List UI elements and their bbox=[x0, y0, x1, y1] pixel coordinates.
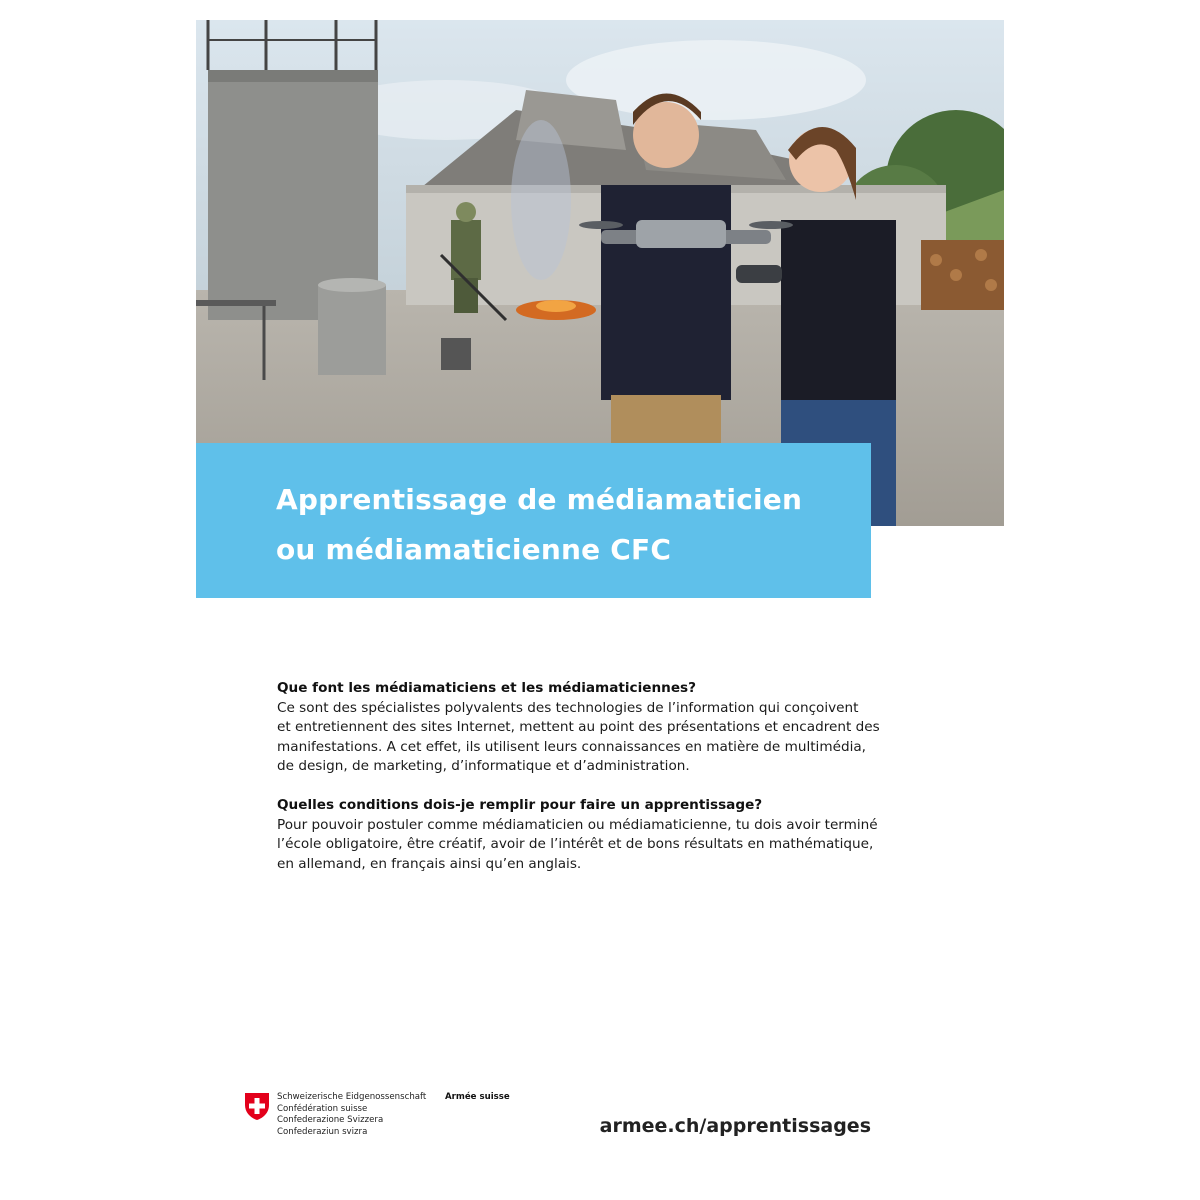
body-content bbox=[277, 679, 880, 894]
section-paragraph bbox=[277, 699, 880, 777]
paragraph-line: Ce sont des spécialistes polyvalents des technologies de l’information qui conçoivent bbox=[277, 699, 859, 716]
department-name: Armée suisse bbox=[445, 1092, 510, 1102]
paragraph-line: manifestations. A cet effet, ils utilisent leurs connaissances en matière de multimédia, bbox=[277, 738, 866, 755]
section-what-they-do bbox=[277, 679, 880, 777]
page-title-line-2: ou médiamaticienne CFC bbox=[276, 533, 672, 566]
paragraph-line: de design, de marketing, d’informatique et d’administration. bbox=[277, 758, 690, 774]
swiss-shield-icon bbox=[242, 1091, 272, 1121]
section-requirements bbox=[277, 796, 877, 874]
paragraph-line: en allemand, en français ainsi qu’en anglais. bbox=[277, 855, 582, 872]
section-heading: Quelles conditions dois-je remplir pour faire un apprentissage? bbox=[277, 797, 763, 813]
paragraph-line: Pour pouvoir postuler comme médiamaticien ou médiamaticienne, tu dois avoir terminé bbox=[277, 816, 878, 833]
confederation-name-de: Schweizerische Eidgenossenschaft bbox=[277, 1092, 427, 1102]
paragraph-line: l’école obligatoire, être créatif, avoir de l’intérêt et de bons résultats en mathématique, bbox=[277, 836, 874, 852]
paragraph-line: et entretiennent des sites Internet, mettent au point des présentations et encadrent des bbox=[277, 719, 880, 735]
page-title bbox=[276, 475, 856, 575]
section-paragraph bbox=[277, 816, 877, 875]
confederation-name-fr: Confédération suisse bbox=[277, 1103, 368, 1114]
confederation-name-it: Confederazione Svizzera bbox=[277, 1115, 384, 1126]
confederation-name-rm: Confederaziun svizra bbox=[277, 1126, 368, 1137]
website-link[interactable]: armee.ch/apprentissages bbox=[599, 1115, 871, 1137]
section-heading: Que font les médiamaticiens et les médiamaticiennes? bbox=[277, 680, 697, 696]
title-banner bbox=[196, 443, 871, 598]
page-title-line-1: Apprentissage de médiamaticien bbox=[276, 483, 803, 516]
confederation-names bbox=[277, 1092, 426, 1138]
